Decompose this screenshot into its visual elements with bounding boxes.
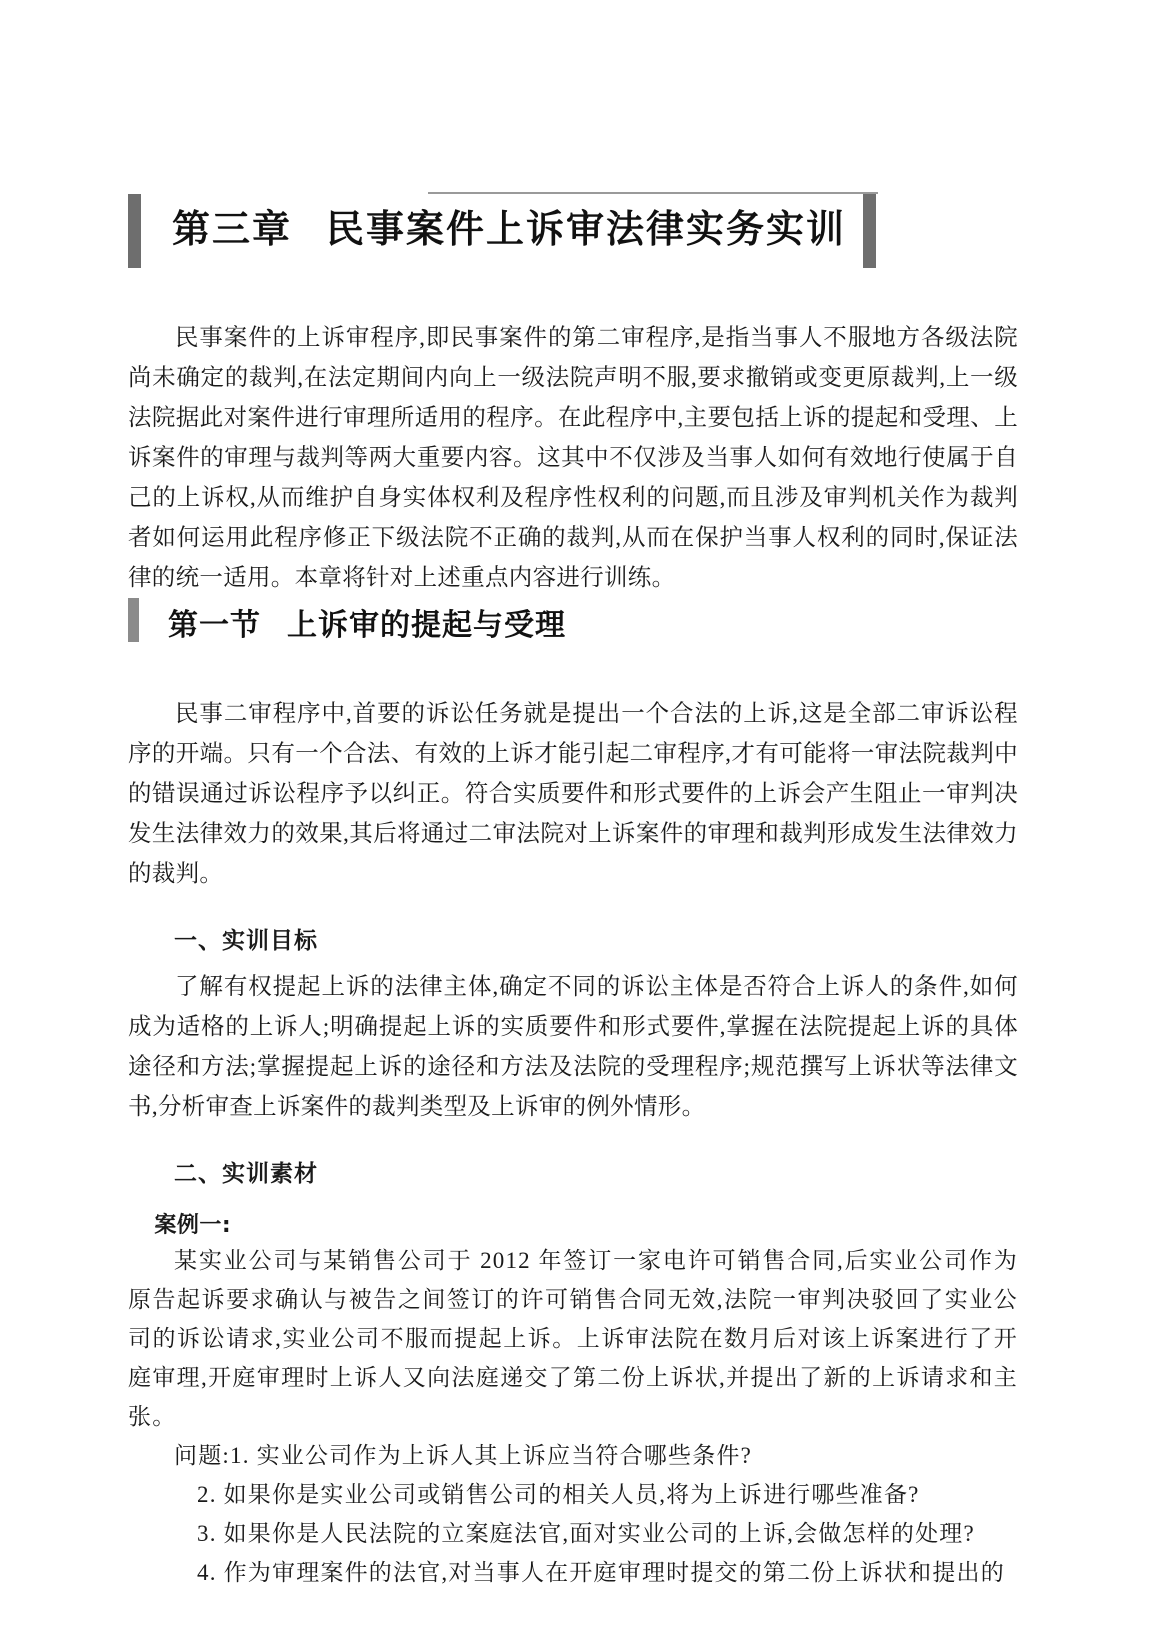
section-title-text: 上诉审的提起与受理: [287, 608, 566, 643]
chapter-rule: [428, 192, 878, 194]
subsection-heading-materials: 二、实训素材: [174, 1161, 318, 1187]
page-content: [128, 190, 1018, 1592]
case-question-3: 3. 如果你是人民法院的立案庭法官,面对实业公司的上诉,会做怎样的处理?: [197, 1521, 975, 1546]
chapter-heading: [128, 190, 1018, 272]
subsection-heading-objectives: 一、实训目标: [174, 928, 318, 954]
section-number: 第一节: [168, 608, 261, 643]
section-intro-paragraph: 民事二审程序中,首要的诉讼任务就是提出一个合法的上诉,这是全部二审诉讼程序的开端。只有一个合法、有效的上诉才能引起二审程序,才有可能将一审法院裁判中的错误通过诉讼程序予以纠正。符合实质要件和形式要件的上诉会产生阻止一审判决发生法律效力的效果,其后将通过二审法院对上诉案件的审理和裁判形成发生法律效力的裁判。: [128, 701, 1018, 887]
section-heading: [128, 598, 1018, 650]
case-question-2: 2. 如果你是实业公司或销售公司的相关人员,将为上诉进行哪些准备?: [197, 1482, 920, 1507]
chapter-bar-left: [128, 194, 141, 268]
case-question-1: 问题:1. 实业公司作为上诉人其上诉应当符合哪些条件?: [174, 1443, 752, 1468]
case-body: 某实业公司与某销售公司于 2012 年签订一家电许可销售合同,后实业公司作为原告起诉要求确认与被告之间签订的许可销售合同无效,法院一审判决驳回了实业公司的诉讼请求,实业公司不服而提起上诉。上诉审法院在数月后对该上诉案进行了开庭审理,开庭审理时上诉人又向法庭递交了第二份上诉状,并提出了新的上诉请求和主张。: [128, 1248, 1018, 1429]
case-label: 案例一:: [154, 1213, 232, 1238]
chapter-title: [172, 198, 846, 253]
chapter-number: 第三章: [172, 207, 293, 251]
chapter-title-text: 民事案件上诉审法律实务实训: [326, 207, 847, 251]
section-title: [168, 600, 566, 644]
subsection-body-objectives: 了解有权提起上诉的法律主体,确定不同的诉讼主体是否符合上诉人的条件,如何成为适格的上诉人;明确提起上诉的实质要件和形式要件,掌握在法院提起上诉的具体途径和方法;掌握提起上诉的途径和方法及法院的受理程序;规范撰写上诉状等法律文书,分析审查上诉案件的裁判类型及上诉审的例外情形。: [128, 974, 1018, 1120]
chapter-bar-right: [863, 194, 876, 268]
case-question-4: 4. 作为审理案件的法官,对当事人在开庭审理时提交的第二份上诉状和提出的: [197, 1560, 1005, 1585]
section-bar: [128, 598, 139, 642]
chapter-intro-paragraph: 民事案件的上诉审程序,即民事案件的第二审程序,是指当事人不服地方各级法院尚未确定的裁判,在法定期间内向上一级法院声明不服,要求撤销或变更原裁判,上一级法院据此对案件进行审理所适用的程序。在此程序中,主要包括上诉的提起和受理、上诉案件的审理与裁判等两大重要内容。这其中不仅涉及当事人如何有效地行使属于自己的上诉权,从而维护自身实体权利及程序性权利的问题,而且涉及审判机关作为裁判者如何运用此程序修正下级法院不正确的裁判,从而在保护当事人权利的同时,保证法律的统一适用。本章将针对上述重点内容进行训练。: [128, 325, 1018, 591]
